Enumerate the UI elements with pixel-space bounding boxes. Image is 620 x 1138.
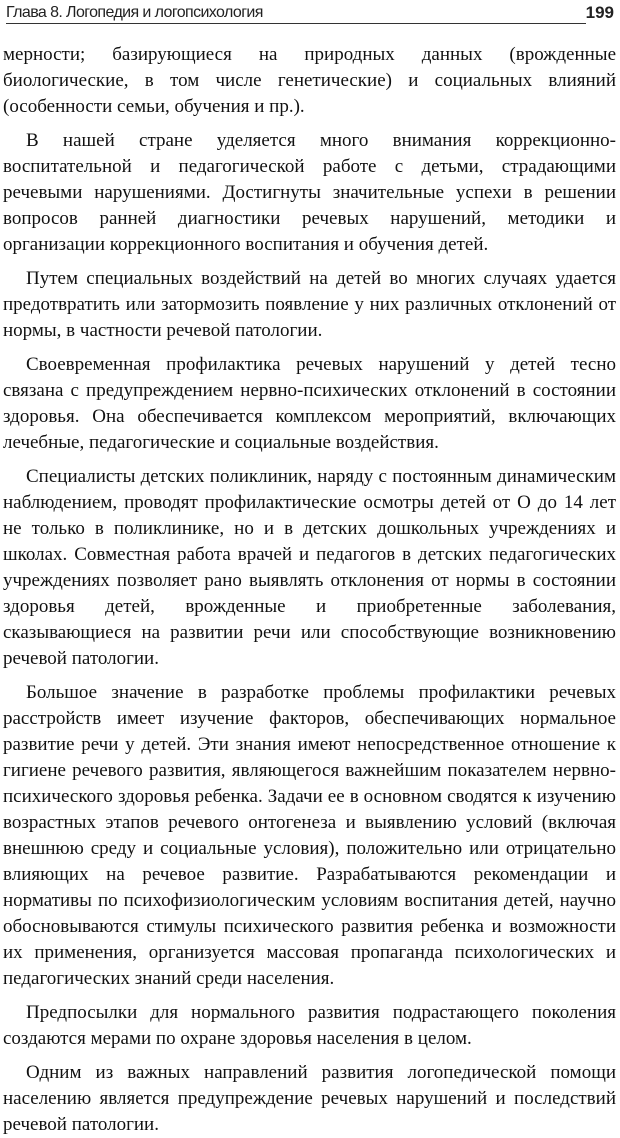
paragraph-1: мерности; базирующиеся на природных данных (врожденные биологические, в том числе генетические) и социальных влияний (особенности семьи, обучения и пр.). xyxy=(3,44,616,117)
paragraph-4: Своевременная профилактика речевых нарушений у детей тесно связана с предупреждением нервно-психических отклонений в состоянии здоровья. Она обеспечивается комплексом мероприятий, включающих лечебные, педагогические и социальные воздействия. xyxy=(3,354,616,453)
paragraph-5: Специалисты детских поликлиник, наряду с постоянным динамическим наблюдением, проводят профилактические осмотры детей от О до 14 лет не только в поликлинике, но и в детских дошкольных учреждениях и школах. Совместная работа врачей и педагогов в детских педагогических учреждениях позволяет рано выявлять отклонения от нормы в состоянии здоровья детей, врожденные и приобретенные заболевания, сказывающиеся на развитии речи или способствующие возникновению речевой патологии. xyxy=(3,466,616,669)
header-rule xyxy=(6,23,586,24)
chapter-title: Глава 8. Логопедия и логопсихология xyxy=(6,4,263,21)
paragraph-2: В нашей стране уделяется много внимания коррекционно-воспитательной и педагогической работе с детьми, страдающими речевыми нарушениями. Достигнуты значительные успехи в решении вопросов ранней диагностики речевых нарушений, методики и организации коррекционного воспитания и обучения детей. xyxy=(3,130,616,255)
paragraph-8: Одним из важных направлений развития логопедической помощи населению является предупреждение речевых нарушений и последствий речевой патологии. xyxy=(3,1062,616,1135)
paragraph-3: Путем специальных воздействий на детей во многих случаях удается предотвратить или затормозить появление у них различных отклонений от нормы, в частности речевой патологии. xyxy=(3,268,616,341)
paragraph-7: Предпосылки для нормального развития подрастающего поколения создаются мерами по охране здоровья населения в целом. xyxy=(3,1002,616,1049)
page-number: 199 xyxy=(585,3,614,22)
body-text xyxy=(3,42,616,1138)
paragraph-6: Большое значение в разработке проблемы профилактики речевых расстройств имеет изучение факторов, обеспечивающих нормальное развитие речи у детей. Эти знания имеют непосредственное отношение к гигиене речевого развития, являющегося важнейшим показателем нервно-психического здоровья ребенка. Задачи ее в основном сводятся к изучению возрастных этапов речевого онтогенеза и выявлению условий (включая внешнюю среду и социальные условия), положительно или отрицательно влияющих на речевое развитие. Разрабатываются рекомендации и нормативы по психофизиологическим условиям воспитания детей, научно обосновываются стимулы психического развития ребенка и возможности их применения, организуется массовая пропаганда психологических и педагогических знаний среди населения. xyxy=(3,682,616,989)
running-header xyxy=(3,3,616,27)
